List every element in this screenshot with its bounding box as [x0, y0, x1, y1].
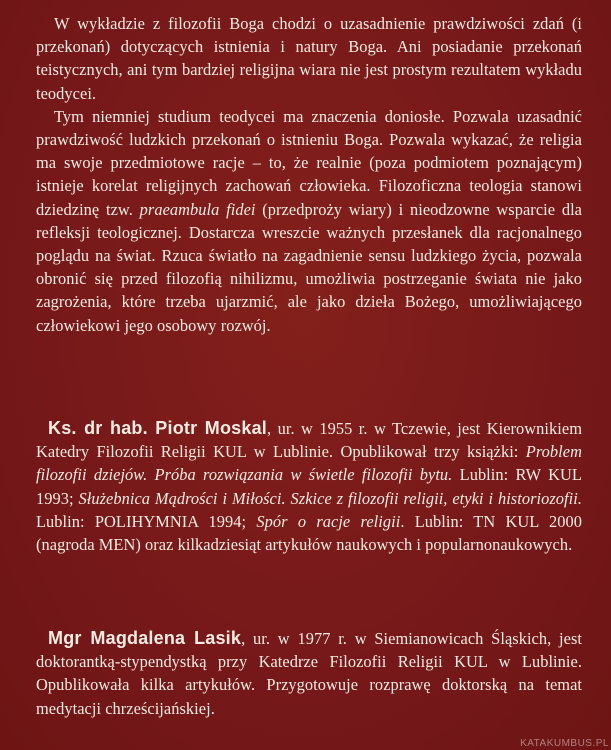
intro-paragraph-1 [36, 12, 582, 105]
intro-paragraph-2-latin-term: praeambula fidei [139, 199, 256, 219]
intro-paragraph-1-text: W wykładzie z filozofii Boga chodzi o uzasadnienie prawdziwości zdań (i przekonań) dotyczących istnienia i natury Boga. Ani posiadanie przekonań teistycznych, ani tym bardziej religijna wiara nie jest prostym rezultatem wykładu teodycei. [36, 14, 582, 103]
author-name-moskal: Ks. dr hab. Piotr Moskal [48, 418, 268, 438]
intro-text [36, 12, 582, 337]
author-bio-lasik-paragraph [36, 627, 582, 720]
bio1-text-3: Lublin: POLIHYMNIA 1994; [36, 511, 257, 531]
bio2-text-1: , ur. w 1977 r. w Siemianowicach Śląskich, jest doktorantką-stypendystką przy Katedrze Filozofii Religii KUL w Lublinie. Opublikowała kilka artykułów. Przygotowuje rozprawę doktorską na temat medytacji chrześcijańskiej. [36, 629, 583, 718]
bio1-book-title-2: Służebnica Mądrości i Miłości. Szkice z filozofii religii, etyki i historiozofii. [78, 488, 582, 508]
bio1-text-1: , ur. w 1955 r. w Tczewie, jest Kierownikiem Katedry Filozofii Religii KUL w Lublinie. Opublikował trzy książki: [36, 419, 582, 462]
bio1-text-4: . Lublin: TN KUL 2000 (nagroda MEN) oraz kilkadziesiąt artykułów naukowych i popularnonaukowych. [36, 511, 582, 555]
author-bio-lasik [36, 627, 582, 720]
watermark: KATAKUMBUS.PL [520, 738, 609, 749]
bio1-book-title-1: Problem filozofii dziejów. Próba rozwiązania w świetle filozofii bytu. [36, 442, 582, 485]
author-bio-moskal [36, 417, 582, 556]
intro-paragraph-2-text-a: Tym niemniej studium teodycei ma znaczenia doniosłe. Pozwala uzasadnić prawdziwość ludzkich przekonań o istnieniu Boga. Pozwala wykazać, że religia ma swoje przedmiotowe racje – to, że realnie (poza podmiotem poznającym) istnieje korelat religijnych zachowań człowieka. Filozoficzna teologia stanowi dziedzinę tzw. [36, 106, 582, 219]
intro-paragraph-2-text-b: (przedproży wiary) i nieodzowne wsparcie dla refleksji teologicznej. Dostarcza wreszcie ważnych przesłanek dla racjonalnego poglądu na świat. Rzuca światło na zagadnienie sensu ludzkiego życia, pozwala obronić się przed filozofią nihilizmu, umożliwia postrzeganie świata nie jako zagrożenia, które trzeba ujarzmić, ale jako dzieła Bożego, umożliwiającego człowiekowi jego osobowy rozwój. [36, 199, 583, 335]
author-name-lasik: Mgr Magdalena Lasik [48, 628, 242, 648]
bio1-text-2: Lublin: RW KUL 1993; [36, 465, 582, 508]
author-bio-moskal-paragraph [36, 417, 582, 556]
intro-paragraph-2 [36, 105, 582, 337]
bio1-book-title-3: Spór o racje religii [256, 511, 401, 531]
